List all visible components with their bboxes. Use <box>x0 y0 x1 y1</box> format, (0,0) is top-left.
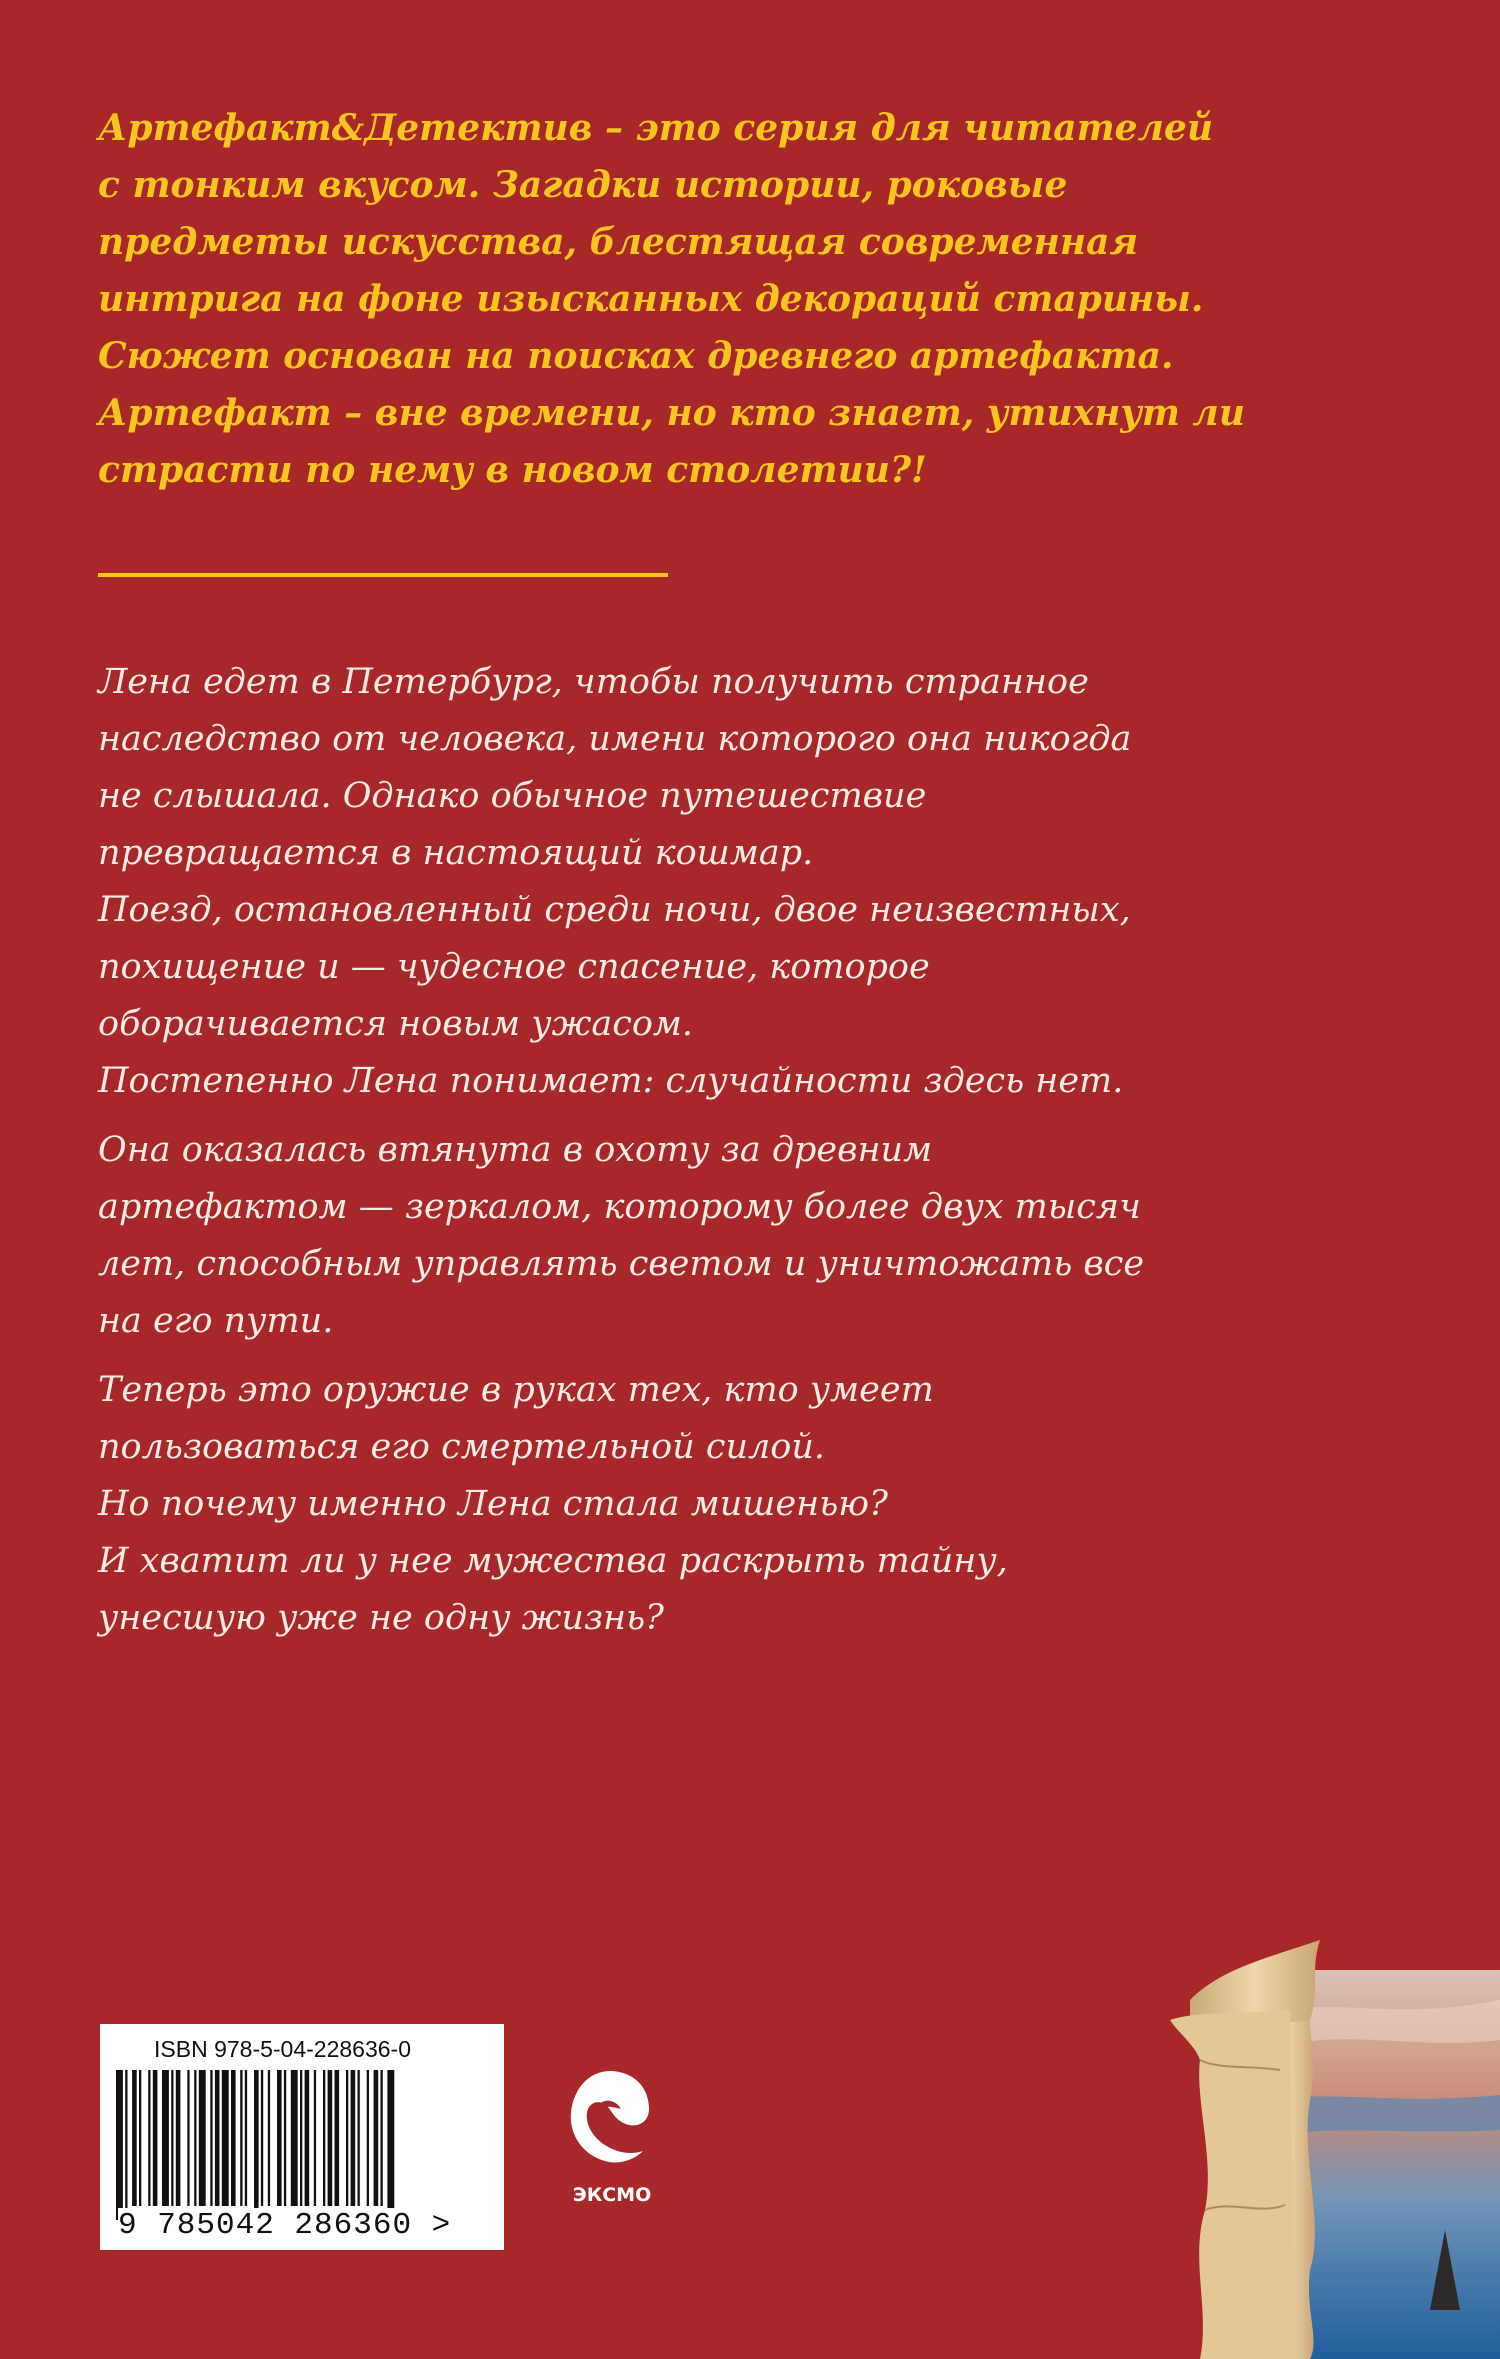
description-line: Теперь это оружие в руках тех, кто умеет <box>98 1370 934 1410</box>
description-line: унесшую уже не одну жизнь? <box>98 1598 664 1638</box>
series-blurb-line: интрига на фоне изысканных декораций старины. <box>98 278 1204 320</box>
description-line: Но почему именно Лена стала мишенью? <box>98 1484 888 1524</box>
eksmo-logo-icon <box>565 2065 655 2165</box>
description-line: превращается в настоящий кошмар. <box>98 833 814 873</box>
description-paragraph <box>98 1122 1278 1350</box>
description-line: не слышала. Однако обычное путешествие <box>98 776 927 816</box>
publisher-name: ЭКСМО <box>572 2184 652 2206</box>
scroll-illustration-icon <box>1160 1930 1500 2359</box>
description-line: лет, способным управлять светом и уничтожать все <box>98 1244 1145 1284</box>
series-blurb-line: Сюжет основан на поисках древнего артефакта. <box>98 335 1174 377</box>
barcode-label <box>100 2024 504 2250</box>
description-line: Поезд, остановленный среди ночи, двое неизвестных, <box>98 890 1131 930</box>
description-line: оборачивается новым ужасом. <box>98 1004 694 1044</box>
description-line: на его пути. <box>98 1301 334 1341</box>
description-line: пользоваться его смертельной силой. <box>98 1427 826 1467</box>
description-paragraph <box>98 1362 1278 1647</box>
series-blurb-line: Артефакт&Детектив – это серия для читателей <box>98 107 1214 149</box>
series-blurb-line: с тонким вкусом. Загадки истории, роковые <box>98 164 1068 206</box>
barcode-icon <box>112 2070 492 2220</box>
description-line: наследство от человека, имени которого она никогда <box>98 719 1132 759</box>
description-line: Она оказалась втянута в охоту за древним <box>98 1130 933 1170</box>
series-blurb-line: страсти по нему в новом столетии?! <box>98 449 927 491</box>
isbn-text: ISBN 978-5-04-228636-0 <box>154 2036 411 2062</box>
barcode-digits: 9 785042 286360 > <box>118 2208 452 2243</box>
series-blurb-line: предметы искусства, блестящая современная <box>98 221 1139 263</box>
book-description <box>98 654 1278 1659</box>
description-paragraph <box>98 654 1278 1110</box>
description-line: Лена едет в Петербург, чтобы получить странное <box>98 662 1089 702</box>
series-blurb <box>98 100 1328 499</box>
description-line: Постепенно Лена понимает: случайности здесь нет. <box>98 1061 1124 1101</box>
series-blurb-line: Артефакт – вне времени, но кто знает, утихнут ли <box>98 392 1246 434</box>
description-line: артефактом — зеркалом, которому более двух тысяч <box>98 1187 1141 1227</box>
description-line: похищение и — чудесное спасение, которое <box>98 947 930 987</box>
divider-line <box>98 573 668 577</box>
description-line: И хватит ли у нее мужества раскрыть тайну, <box>98 1541 1008 1581</box>
